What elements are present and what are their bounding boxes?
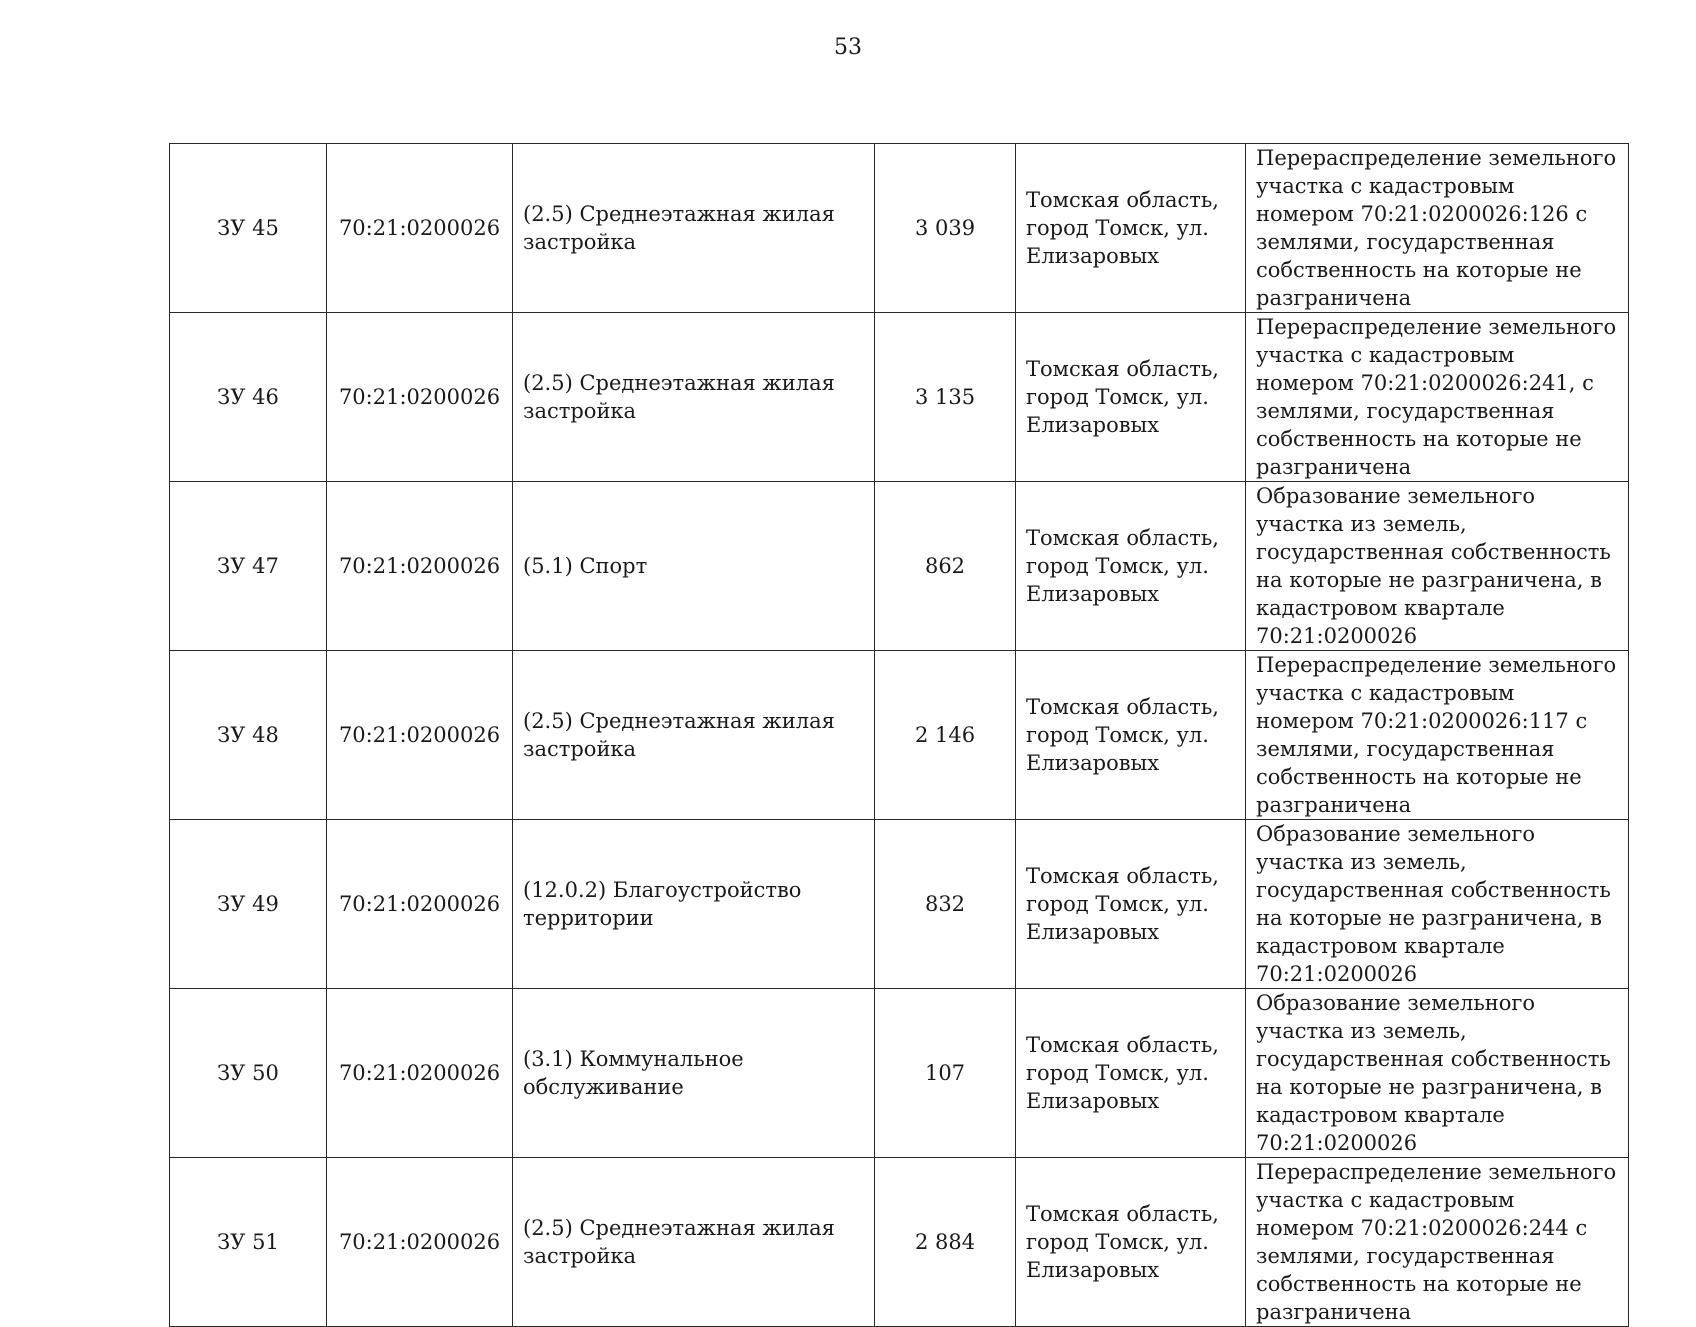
permitted-use-cell: (2.5) Среднеэтажная жилая застройка [513, 651, 875, 820]
address-cell: Томская область, город Томск, ул. Елизаровых [1016, 313, 1246, 482]
permitted-use-cell: (3.1) Коммунальное обслуживание [513, 989, 875, 1158]
address-cell: Томская область, город Томск, ул. Елизаровых [1016, 651, 1246, 820]
formation-method-cell: Образование земельного участка из земель, государственная собственность на которые не разграничена, в кадастровом квартале 70:21:0200026 [1246, 989, 1629, 1158]
area-cell: 832 [875, 820, 1016, 989]
plot-id-cell: ЗУ 47 [170, 482, 327, 651]
permitted-use-cell: (2.5) Среднеэтажная жилая застройка [513, 1158, 875, 1327]
table-row [170, 144, 1629, 313]
address-cell: Томская область, город Томск, ул. Елизаровых [1016, 144, 1246, 313]
plot-id-cell: ЗУ 49 [170, 820, 327, 989]
address-cell: Томская область, город Томск, ул. Елизаровых [1016, 1158, 1246, 1327]
cadastral-quarter-cell: 70:21:0200026 [327, 482, 513, 651]
address-cell: Томская область, город Томск, ул. Елизаровых [1016, 989, 1246, 1158]
cadastral-quarter-cell: 70:21:0200026 [327, 820, 513, 989]
formation-method-cell: Образование земельного участка из земель, государственная собственность на которые не разграничена, в кадастровом квартале 70:21:0200026 [1246, 820, 1629, 989]
area-cell: 107 [875, 989, 1016, 1158]
permitted-use-cell: (5.1) Спорт [513, 482, 875, 651]
permitted-use-cell: (2.5) Среднеэтажная жилая застройка [513, 144, 875, 313]
formation-method-cell: Перераспределение земельного участка с кадастровым номером 70:21:0200026:117 с землями, государственная собственность на которые не разграничена [1246, 651, 1629, 820]
formation-method-cell: Образование земельного участка из земель, государственная собственность на которые не разграничена, в кадастровом квартале 70:21:0200026 [1246, 482, 1629, 651]
permitted-use-cell: (12.0.2) Благоустройство территории [513, 820, 875, 989]
table-row [170, 989, 1629, 1158]
formation-method-cell: Перераспределение земельного участка с кадастровым номером 70:21:0200026:126 с землями, государственная собственность на которые не разграничена [1246, 144, 1629, 313]
area-cell: 3 039 [875, 144, 1016, 313]
plot-id-cell: ЗУ 48 [170, 651, 327, 820]
table-row [170, 313, 1629, 482]
area-cell: 862 [875, 482, 1016, 651]
cadastral-quarter-cell: 70:21:0200026 [327, 313, 513, 482]
permitted-use-cell: (2.5) Среднеэтажная жилая застройка [513, 313, 875, 482]
cadastral-quarter-cell: 70:21:0200026 [327, 1158, 513, 1327]
plot-id-cell: ЗУ 46 [170, 313, 327, 482]
address-cell: Томская область, город Томск, ул. Елизаровых [1016, 482, 1246, 651]
land-plots-table [169, 143, 1629, 1327]
plot-id-cell: ЗУ 45 [170, 144, 327, 313]
area-cell: 2 146 [875, 651, 1016, 820]
cadastral-quarter-cell: 70:21:0200026 [327, 651, 513, 820]
table-row [170, 820, 1629, 989]
cadastral-quarter-cell: 70:21:0200026 [327, 989, 513, 1158]
area-cell: 3 135 [875, 313, 1016, 482]
page-number: 53 [834, 35, 862, 60]
cadastral-quarter-cell: 70:21:0200026 [327, 144, 513, 313]
table-row [170, 651, 1629, 820]
address-cell: Томская область, город Томск, ул. Елизаровых [1016, 820, 1246, 989]
formation-method-cell: Перераспределение земельного участка с кадастровым номером 70:21:0200026:241, с землями, государственная собственность на которые не разграничена [1246, 313, 1629, 482]
table-row [170, 482, 1629, 651]
table-row [170, 1158, 1629, 1327]
formation-method-cell: Перераспределение земельного участка с кадастровым номером 70:21:0200026:244 с землями, государственная собственность на которые не разграничена [1246, 1158, 1629, 1327]
plot-id-cell: ЗУ 50 [170, 989, 327, 1158]
plot-id-cell: ЗУ 51 [170, 1158, 327, 1327]
area-cell: 2 884 [875, 1158, 1016, 1327]
